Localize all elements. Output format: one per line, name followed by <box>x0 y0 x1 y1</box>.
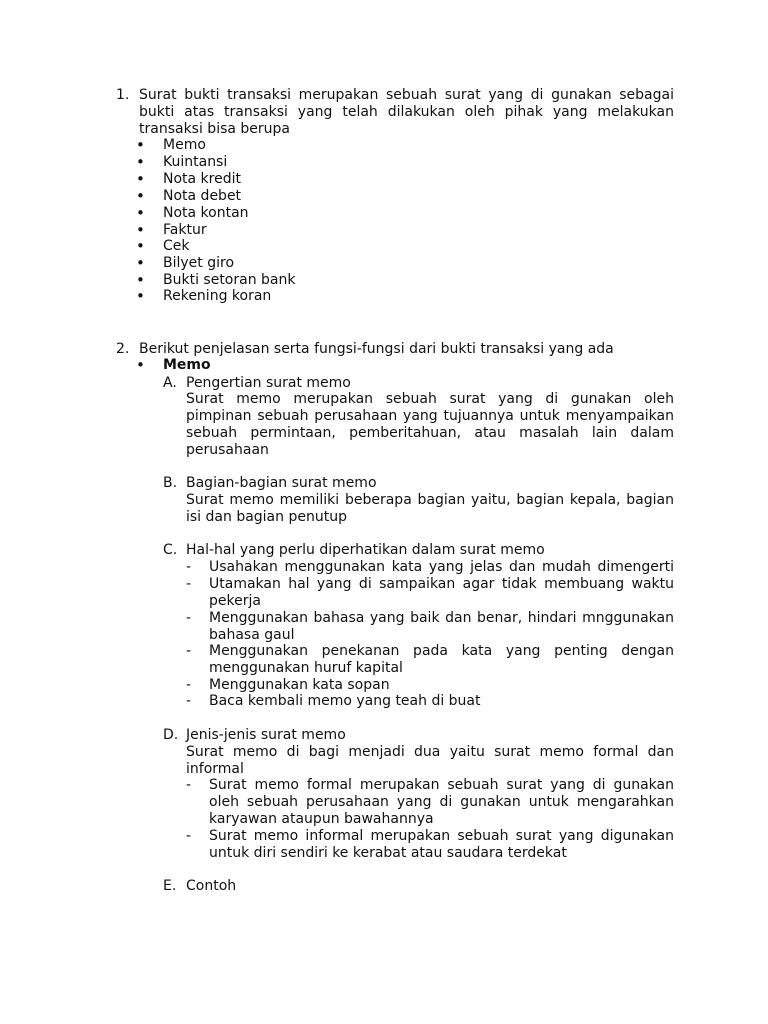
dash-marker: - <box>186 559 192 575</box>
list-item: Menggunakan bahasa yang baik dan benar, hindari mnggunakan <box>209 610 674 626</box>
subsection-title: Hal-hal yang perlu diperhatikan dalam surat memo <box>186 542 545 558</box>
bullet-icon: • <box>136 136 145 154</box>
list-item-continuation: bahasa gaul <box>209 627 295 643</box>
list-item: Cek <box>163 238 190 254</box>
subsection-title: Bagian-bagian surat memo <box>186 475 377 491</box>
list-item: Utamakan hal yang di sampaikan agar tidak membuang waktu <box>209 576 674 592</box>
list-item: Baca kembali memo yang teah di buat <box>209 693 481 709</box>
bullet-icon: • <box>136 153 145 171</box>
list-item: Usahakan menggunakan kata yang jelas dan mudah dimengerti <box>209 559 674 575</box>
list-item: Surat memo formal merupakan sebuah surat yang di gunakan <box>209 777 674 793</box>
list-item: Menggunakan kata sopan <box>209 677 390 693</box>
subsection-letter: D. <box>163 727 179 743</box>
bullet-icon: • <box>136 170 145 188</box>
dash-marker: - <box>186 828 192 844</box>
subsection-title: Jenis-jenis surat memo <box>186 727 346 743</box>
paragraph-line: Surat memo memiliki beberapa bagian yaitu, bagian kepala, bagian <box>186 492 674 508</box>
list-item-continuation: oleh sebuah perusahaan yang di gunakan untuk mengarahkan <box>209 794 674 810</box>
paragraph-line: pimpinan sebuah perusahaan yang tujuannya untuk menyampaikan <box>186 408 674 424</box>
list-item: Nota debet <box>163 188 242 204</box>
subsection-letter: E. <box>163 878 177 894</box>
paragraph-line: Surat memo merupakan sebuah surat yang di gunakan oleh <box>186 391 674 407</box>
subsection-letter: A. <box>163 375 177 391</box>
paragraph-line: informal <box>186 761 244 777</box>
section-2-intro: Berikut penjelasan serta fungsi-fungsi dari bukti transaksi yang ada <box>139 341 614 357</box>
subsection-title: Contoh <box>186 878 237 894</box>
section-1-intro-line: Surat bukti transaksi merupakan sebuah surat yang di gunakan sebagai <box>139 87 674 103</box>
list-item-continuation: karyawan ataupun bawahannya <box>209 811 434 827</box>
subsection-title: Pengertian surat memo <box>186 375 351 391</box>
list-item: Menggunakan penekanan pada kata yang penting dengan <box>209 643 674 659</box>
list-number-1: 1. <box>116 87 130 103</box>
bullet-icon: • <box>136 287 145 305</box>
dash-marker: - <box>186 643 192 659</box>
dash-marker: - <box>186 610 192 626</box>
list-item-continuation: pekerja <box>209 593 261 609</box>
list-item: Faktur <box>163 222 207 238</box>
paragraph-line: perusahaan <box>186 442 269 458</box>
list-item: Bilyet giro <box>163 255 235 271</box>
list-item-continuation: menggunakan huruf kapital <box>209 660 403 676</box>
list-item: Memo <box>163 137 206 153</box>
dash-marker: - <box>186 777 192 793</box>
list-item: Bukti setoran bank <box>163 272 296 288</box>
bullet-icon: • <box>136 187 145 205</box>
list-item: Nota kontan <box>163 205 249 221</box>
paragraph-line: sebuah permintaan, pemberitahuan, atau masalah lain dalam <box>186 425 674 441</box>
bullet-icon: • <box>136 254 145 272</box>
bullet-icon: • <box>136 356 145 374</box>
list-number-2: 2. <box>116 341 130 357</box>
list-item: Rekening koran <box>163 288 272 304</box>
bullet-icon: • <box>136 237 145 255</box>
subsection-letter: C. <box>163 542 178 558</box>
subsection-letter: B. <box>163 475 178 491</box>
list-item-continuation: untuk diri sendiri ke kerabat atau saudara terdekat <box>209 845 567 861</box>
section-1-intro-line: bukti atas transaksi yang telah dilakukan oleh pihak yang melakukan <box>139 104 674 120</box>
list-item: Kuintansi <box>163 154 228 170</box>
bullet-icon: • <box>136 221 145 239</box>
memo-heading: Memo <box>163 357 211 373</box>
paragraph-line: isi dan bagian penutup <box>186 509 347 525</box>
list-item: Surat memo informal merupakan sebuah surat yang digunakan <box>209 828 674 844</box>
section-1-intro-line: transaksi bisa berupa <box>139 121 291 137</box>
bullet-icon: • <box>136 271 145 289</box>
paragraph-line: Surat memo di bagi menjadi dua yaitu surat memo formal dan <box>186 744 674 760</box>
list-item: Nota kredit <box>163 171 241 187</box>
bullet-icon: • <box>136 204 145 222</box>
dash-marker: - <box>186 677 192 693</box>
dash-marker: - <box>186 576 192 592</box>
dash-marker: - <box>186 693 192 709</box>
